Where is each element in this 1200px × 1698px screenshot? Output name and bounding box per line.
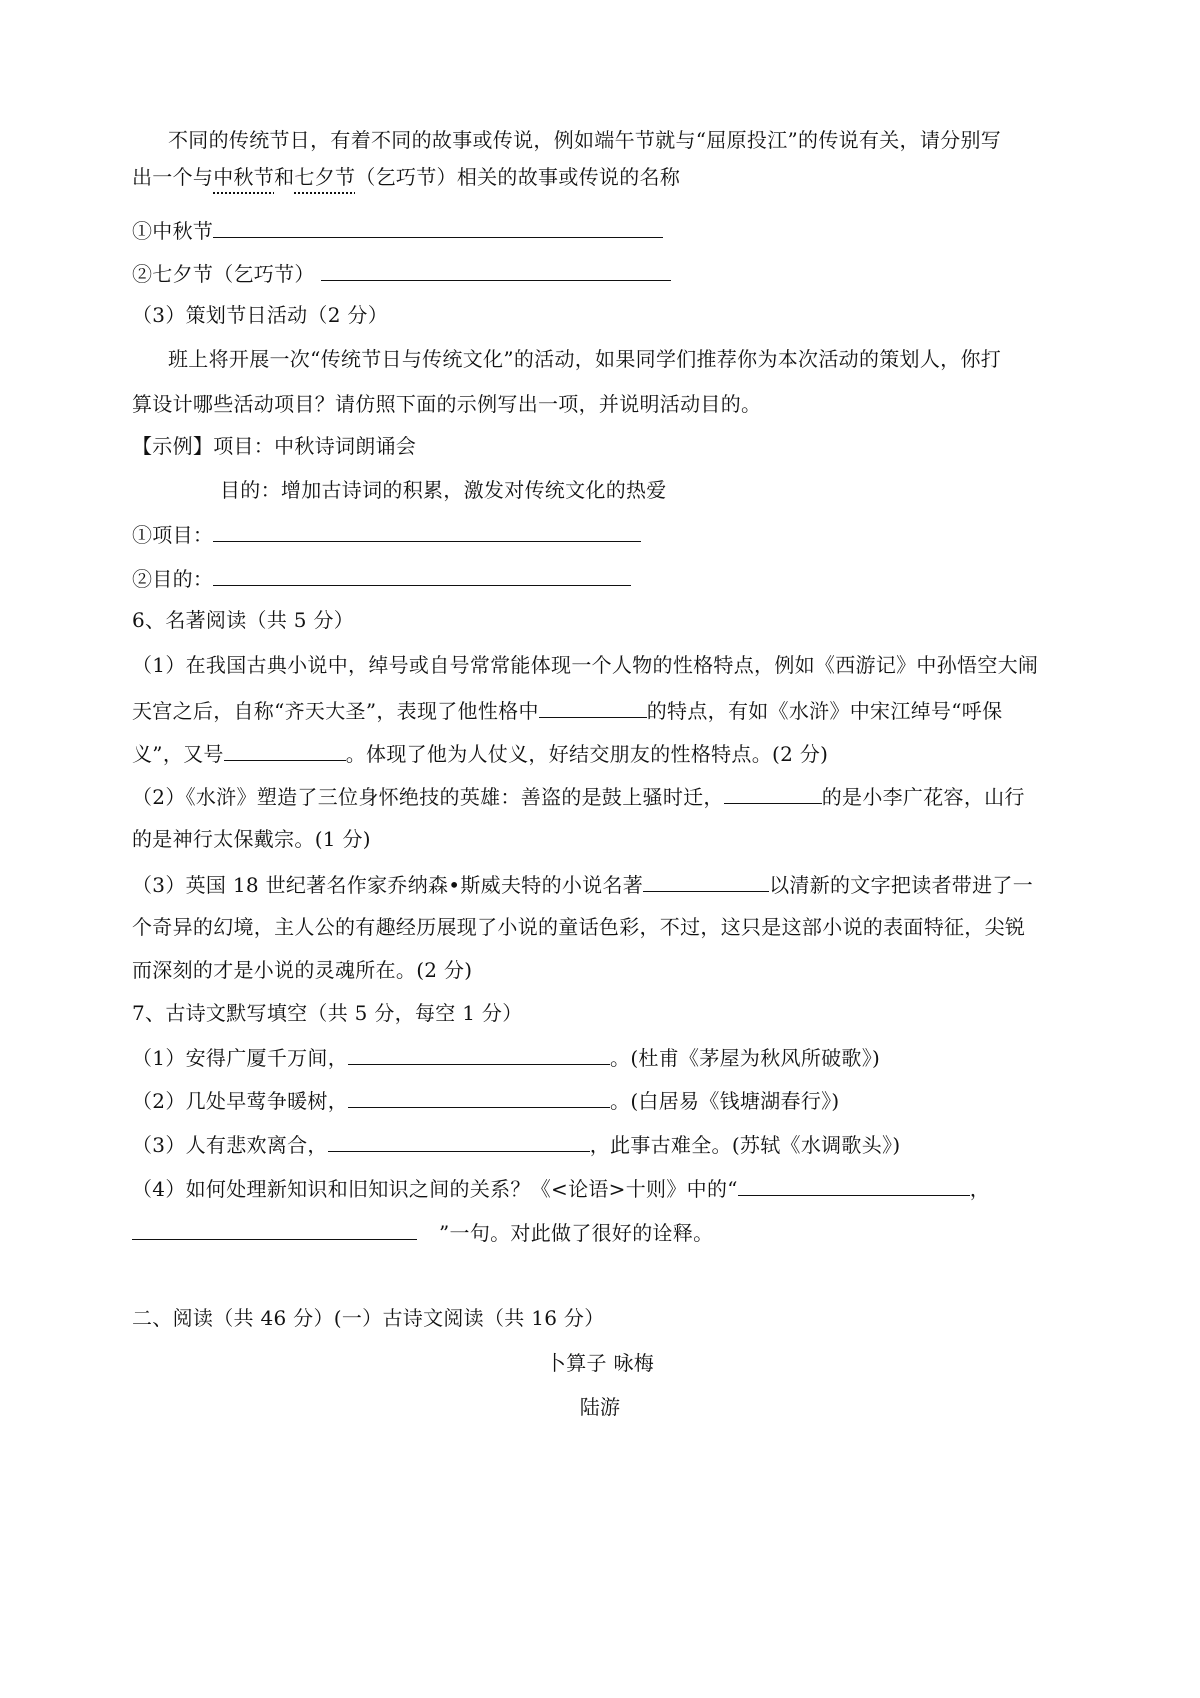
q7-l3-post: ，此事古难全。(苏轼《水调歌头》)	[589, 1133, 901, 1157]
q6-p2-l1-post: 的是小李广花容，山行	[821, 785, 1025, 809]
q7-blank5[interactable]	[132, 1217, 417, 1240]
q6-p1-l3-post: 。体现了他为人仗义，好结交朋友的性格特点。(2 分)	[345, 742, 829, 766]
q6-p1-line2	[132, 695, 1002, 725]
q6-p1-l2-post: 的特点，有如《水浒》中宋江绰号“呼保	[646, 699, 1003, 723]
q7-l2-pre: （2）几处早莺争暖树，	[132, 1089, 349, 1113]
q7-blank1[interactable]	[348, 1042, 610, 1065]
q6-p3-line1	[132, 869, 1033, 899]
q7-blank2[interactable]	[348, 1085, 610, 1108]
q7-l1-post: 。(杜甫《茅屋为秋风所破歌》)	[610, 1046, 881, 1070]
q7-line3	[132, 1129, 900, 1159]
purpose-label: ②目的：	[132, 567, 214, 591]
q5-2-intro-pre: 出一个与	[132, 165, 214, 189]
q5-3-intro-line1: 班上将开展一次“传统节日与传统文化”的活动，如果同学们推荐你为本次活动的策划人，你打	[168, 347, 1002, 371]
q7-line4	[132, 1173, 990, 1203]
item2-label: ②七夕节（乞巧节）	[132, 262, 315, 286]
q7-line2	[132, 1085, 840, 1115]
poem-author: 陆游	[579, 1395, 621, 1419]
q6-p3-line3: 而深刻的才是小说的灵魂所在。(2 分)	[132, 958, 473, 982]
q5-3-heading: （3）策划节日活动（2 分）	[132, 303, 389, 327]
q6-p3-line2: 个奇异的幻境，主人公的有趣经历展现了小说的童话色彩，不过，这只是这部小说的表面特征，尖锐	[132, 915, 1026, 939]
project-answer-line	[132, 519, 641, 549]
q7-heading: 7、古诗文默写填空（共 5 分，每空 1 分）	[132, 1001, 523, 1025]
song-jiang-nickname-blank[interactable]	[224, 738, 346, 761]
q6-p3-l1-post: 以清新的文字把读者带进了一	[769, 873, 1033, 897]
q6-p1-l3-pre: 义”，又号	[132, 742, 224, 766]
q6-p2-line1	[132, 781, 1025, 811]
purpose-answer-line	[132, 563, 631, 593]
q6-heading: 6、名著阅读（共 5 分）	[132, 608, 355, 632]
q5-3-intro-line2: 算设计哪些活动项目？请仿照下面的示例写出一项，并说明活动目的。	[132, 392, 762, 416]
example-project: 【示例】项目：中秋诗词朗诵会	[132, 434, 417, 458]
purpose-answer-blank[interactable]	[213, 563, 631, 586]
q7-blank3[interactable]	[328, 1129, 590, 1152]
sun-wukong-trait-blank[interactable]	[539, 695, 647, 718]
swift-novel-blank[interactable]	[643, 869, 769, 892]
q5-2-conj: 和	[274, 165, 295, 189]
q6-p2-line2: 的是神行太保戴宗。(1 分)	[132, 827, 371, 851]
q6-p1-l2-pre: 天宫之后，自称“齐天大圣”，表现了他性格中	[132, 699, 539, 723]
item1-label: ①中秋节	[132, 219, 214, 243]
q7-l4-pre: （4）如何处理新知识和旧知识之间的关系？《<论语>十则》中的“	[132, 1177, 738, 1201]
q5-2-intro-post: （乞巧节）相关的故事或传说的名称	[355, 165, 681, 189]
q7-l2-post: 。(白居易《钱塘湖春行》)	[610, 1089, 840, 1113]
q6-p3-l1-pre: （3）英国 18 世纪著名作家乔纳森•斯威夫特的小说名著	[132, 873, 644, 897]
q6-p2-l1-pre: （2）《水浒》塑造了三位身怀绝技的英雄：善盗的是鼓上骚时迁，	[132, 785, 724, 809]
q5-2-item1	[132, 215, 663, 245]
q7-blank4[interactable]	[738, 1173, 970, 1196]
archer-skill-blank[interactable]	[724, 781, 822, 804]
q7-l5-post: ”一句。对此做了很好的诠释。	[439, 1221, 714, 1245]
poem-title: 卜算子 咏梅	[545, 1351, 655, 1375]
q7-line5	[132, 1217, 713, 1247]
q5-2-item2	[132, 258, 671, 288]
mid-autumn-text: 中秋节	[213, 165, 275, 189]
mid-autumn-answer-blank[interactable]	[213, 215, 663, 238]
q7-l1-pre: （1）安得广厦千万间，	[132, 1046, 349, 1070]
q7-line1	[132, 1042, 880, 1072]
q7-l3-pre: （3）人有悲欢离合，	[132, 1133, 328, 1157]
mid-autumn-emphasis	[213, 165, 274, 189]
q6-p1-line3	[132, 738, 828, 768]
project-label: ①项目：	[132, 523, 214, 547]
q5-2-intro-line1: 不同的传统节日，有着不同的故事或传说，例如端午节就与“屈原投江”的传说有关，请分别写	[168, 128, 1002, 152]
project-answer-blank[interactable]	[213, 519, 641, 542]
section2-heading: 二、阅读（共 46 分）(一）古诗文阅读（共 16 分）	[132, 1306, 605, 1330]
qixi-text: 七夕节	[294, 165, 356, 189]
q5-2-intro-line2	[132, 163, 680, 191]
qixi-answer-blank[interactable]	[321, 258, 671, 281]
q7-l4-post: ，	[969, 1177, 991, 1201]
q6-p1-line1: （1）在我国古典小说中，绰号或自号常常能体现一个人物的性格特点，例如《西游记》中孙悟空大闹	[132, 653, 1039, 677]
example-purpose: 目的：增加古诗词的积累，激发对传统文化的热爱	[220, 478, 667, 502]
